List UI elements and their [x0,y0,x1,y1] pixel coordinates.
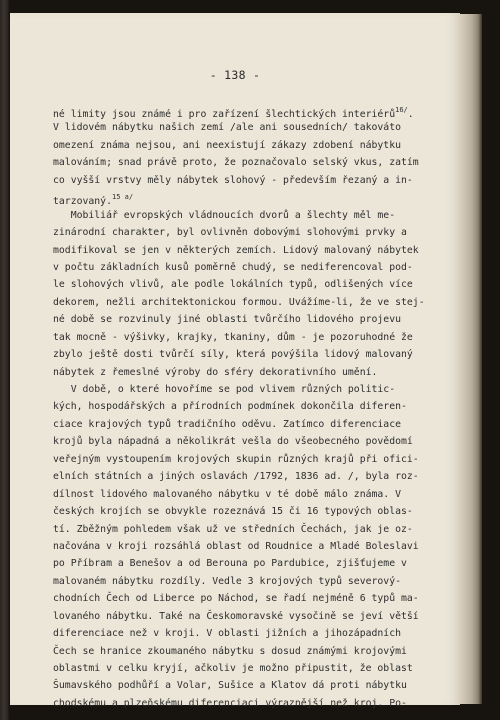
text-line [53,259,453,276]
text-line-content: Mobiliář evropských vládnoucích dvorů a šlechty měl me- [53,209,396,221]
text-line-content: v počtu základních kusů poměrně chudý, se nediferencoval pod- [53,261,413,273]
text-line-content: chodskému a plzeňskému diferenciaci výraznější než kroj. Po- [53,697,407,709]
text-line [53,276,453,293]
text-line [53,242,453,259]
text-line [53,573,453,590]
text-line-content: veřejným vystoupením krojových skupin různých krajů při ofici- [53,453,419,465]
text-line [53,311,453,328]
page-number: - 138 - [209,68,261,82]
text-line [53,433,453,450]
text-line-content: lovaného nábytku. Také na Českomoravské vysočině se jeví větší [53,610,419,622]
text-line [53,398,453,415]
text-line [53,381,453,398]
text-line [53,329,453,346]
text-line [53,102,453,119]
text-line-content: nábytek z řemeslné výroby do sféry dekorativního umění. [53,366,378,378]
text-line [53,468,453,485]
body-text [53,102,453,712]
text-line [53,451,453,468]
text-line [53,555,453,572]
text-line-content: tak mocně - výšivky, krajky, tkaniny, dům - je pozoruhodné že [53,331,413,343]
text-line [53,346,453,363]
text-line-content: omezení známa nejsou, ani neexistují zákazy zdobení nábytku [53,139,401,151]
text-line-content: Čech se hranice zkoumaného nábytku s dosud známými krojovými [53,645,407,657]
text-line [53,660,453,677]
book-page [10,13,460,709]
text-line [53,625,453,642]
text-line-content: malováním; snad právě proto, že poznačovalo selský vkus, zatím [53,157,419,169]
text-line-content: zinárodní charakter, byl ovlivněn dobovými slohovými prvky a [53,227,407,239]
text-line [53,608,453,625]
text-line-content: kých, hospodářských a přírodních podmínek dokončila diferen- [53,401,407,413]
text-line-content: V době, o které hovoříme se pod vlivem různých politic- [53,384,396,395]
text-line-content: diferenciace než v kroji. V oblasti jižních a jihozápadních [53,628,401,640]
text-line-content: ciace krajových typů tradičního oděvu. Zatímco diferenciace [53,418,401,430]
footnote-reference: 15 a/ [111,193,134,202]
text-line [53,154,453,171]
text-line [53,189,453,206]
text-line-content: né době se rozvinuly jiné oblasti tvůrčího lidového projevu [53,314,401,326]
text-line [53,172,453,189]
text-line-content: českých krojích se obvykle rozeznává 15 či 16 typových oblas- [53,506,413,518]
text-line [53,695,453,712]
text-line-content: načována v kroji rozsáhlá oblast od Roudnice a Mladé Boleslavi [53,540,419,552]
text-line-content: krojů byla nápadná a několikrát vešla do všeobecného povědomí [53,436,413,448]
text-line [53,207,453,224]
text-line [53,677,453,694]
text-line [53,119,453,136]
text-line-content: dekorem, nežli architektonickou formou. Uvážíme-li, že ve stej- [53,296,425,308]
text-line-content: po Příbram a Benešov a od Berouna po Pardubice, zjišťujeme v [53,558,407,570]
text-line [53,224,453,241]
text-line [53,503,453,520]
text-line-content: elních státních a jiných oslavách /1792, 1836 ad. /, byla roz- [53,471,419,483]
text-line [53,416,453,433]
text-line [53,137,453,154]
text-line-content: oblastmi v celku kryjí, ačkoliv je možno připustit, že oblast [53,663,413,674]
text-line-content: Šumavského podhůří a Volar, Sušice a Klatov dá proti nábytku [53,680,407,692]
text-line-content: le slohových vlivů, ale podle lokálních typů, odlišených více [53,279,413,291]
footnote-reference: 16/ [395,106,408,114]
text-line-content: co vyšší vrstvy měly nábytek slohový - především řezaný a in- [53,174,413,186]
text-line [53,294,453,311]
text-line-content: dílnost lidového malovaného nábytku v té době málo známa. V [53,488,401,500]
text-line-content: V lidovém nábytku našich zemí /ale ani sousedních/ takováto [53,122,401,134]
text-line-content: malovaném nábytku rozdíly. Vedle 3 krojových typů severový- [53,575,401,587]
text-line-content: chodních Čech od Liberce po Náchod, se řadí nejméně 6 typů ma- [53,593,419,605]
text-line [53,521,453,538]
text-line-content: tí. Zběžným pohledem však už ve středních Čechách, jak je oz- [53,523,413,535]
text-line-content: né limity jsou známé i pro zařízení šlechtických interiérů [53,109,396,120]
text-line-content: tarzovaný. [53,196,112,208]
text-line [53,590,453,607]
book-page-edge [460,14,482,704]
text-line-tail: . [407,109,414,120]
text-line [53,538,453,555]
text-line-content: modifikoval se jen v některých zemích. Lidový malovaný nábytek [53,244,419,256]
text-line [53,486,453,503]
text-line-content: zbylo ještě dosti tvůrčí síly, která povýšila lidový malovaný [53,349,413,361]
text-line [53,364,453,381]
text-line [53,643,453,660]
